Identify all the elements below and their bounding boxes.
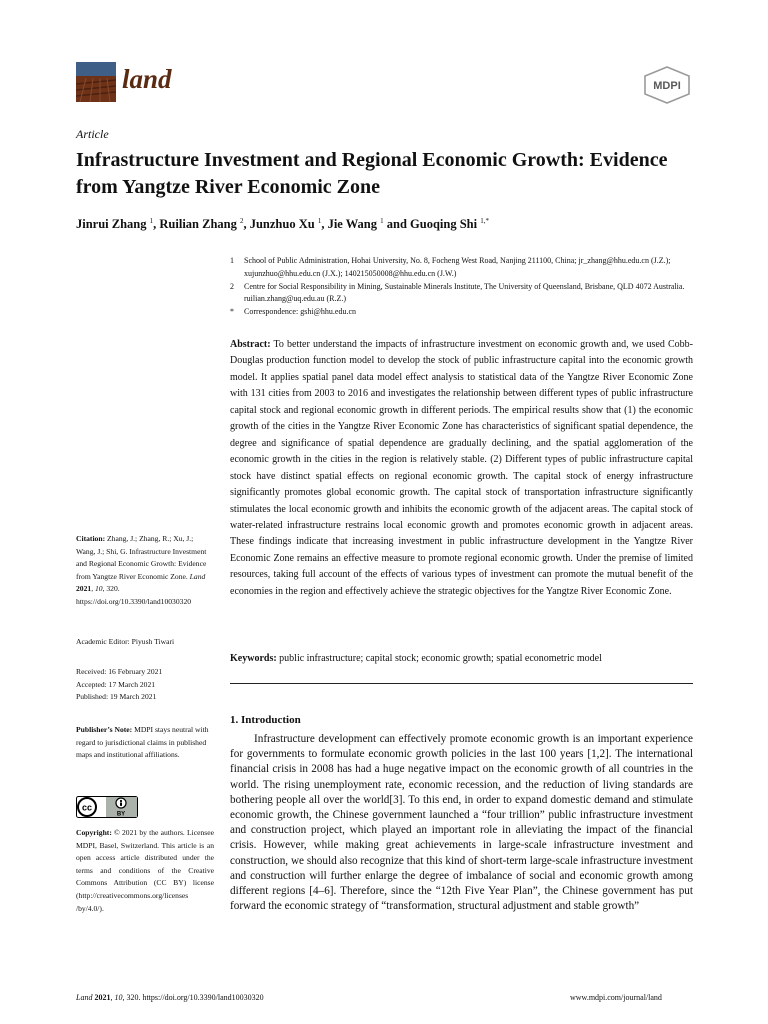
section-divider xyxy=(230,683,693,684)
keywords xyxy=(230,653,693,664)
license-badge-text: BY xyxy=(116,811,126,818)
mdpi-logo xyxy=(642,66,692,104)
affiliation-item xyxy=(230,306,698,319)
affiliation-mark: 2 xyxy=(230,281,234,291)
academic-editor: Academic Editor: Piyush Tiwari xyxy=(76,637,175,646)
cc-by-license-icon[interactable] xyxy=(76,796,138,818)
accepted-date: Accepted: 17 March 2021 xyxy=(76,679,156,689)
affiliation-mark: * xyxy=(230,307,234,317)
author-list xyxy=(76,217,696,232)
journal-name: land xyxy=(122,64,172,94)
dates-block xyxy=(76,666,214,704)
received-date: Received: 16 February 2021 xyxy=(76,667,163,676)
body-paragraph: Infrastructure development can effectively promote economic growth is an important experience for governments to formulate economic growth policies in the last 100 years [1,2]. The international financial crisis in 2008 has had a huge negative impact on the economic growth of all countries in the world. The rising unemployment rate, economic recession, and the reduction of living standards are bothering people all over the world[3]. To this end, in order to expand domestic demand and stimulate economic growth, the Chinese government launched a “four trillion” public infrastructure investment and construction project, which played an important role in alleviating the impact of the financial crisis. However, while making great achievements in large-scale infrastructure investment and construction, we should also recognize that this kind of short-term large-scale infrastructure investment and construction will further enlarge the degree of imbalance of social and economic growth among different regions [4–6]. Therefore, since the “12th Five Year Plan”, the Chinese government has put forward the economic strategy of “transformation, structural adjustment and stable growth” xyxy=(230,733,693,913)
author-affil-mark: 1 xyxy=(317,217,322,225)
affiliations xyxy=(230,255,698,319)
author-affil-mark: 1,* xyxy=(480,217,489,225)
abstract xyxy=(230,337,693,600)
citation-label: Citation: xyxy=(76,534,106,543)
author-name: Jie Wang xyxy=(327,217,378,232)
author-affil-mark: 1 xyxy=(380,217,384,225)
keywords-text: public infrastructure; capital stock; economic growth; spatial econometric model xyxy=(276,653,602,664)
keywords-label: Keywords: xyxy=(230,653,277,664)
author-affil-mark: 1 xyxy=(149,217,154,225)
section-heading: 1. Introduction xyxy=(230,714,301,726)
svg-text:cc: cc xyxy=(81,802,93,813)
affiliation-text: Correspondence: gshi@hhu.edu.cn xyxy=(244,307,357,317)
affiliation-item xyxy=(230,255,698,281)
introduction-body xyxy=(230,732,693,914)
author-separator: , xyxy=(243,217,250,232)
author-name: Jinrui Zhang xyxy=(76,217,147,232)
author-name: Guoqing Shi xyxy=(410,217,478,232)
footer-journal-link[interactable]: www.mdpi.com/journal/land xyxy=(570,993,662,1002)
author-separator: , xyxy=(153,217,160,232)
copyright-block: Copyright: © 2021 by the authors. Licensee MDPI, Basel, Switzerland. This article is an open access article distributed under the terms and conditions of the Creative Commons Attribution (CC BY) license (http://creativecommons.org/licenses /by/4.0/). xyxy=(76,828,214,913)
affiliation-item xyxy=(230,281,698,307)
published-date: Published: 19 March 2021 xyxy=(76,692,157,702)
mdpi-logo-text: MDPI xyxy=(653,80,681,92)
article-type: Article xyxy=(76,127,109,141)
author-name: Ruilian Zhang xyxy=(159,217,237,232)
author-name: Junzhuo Xu xyxy=(249,217,315,232)
journal-logo-image xyxy=(76,62,116,102)
affiliation-mark: 1 xyxy=(230,256,234,265)
article-title: Infrastructure Investment and Regional Economic Growth: Evidence from Yangtze River Economic Zone xyxy=(76,149,668,198)
abstract-label: Abstract: xyxy=(230,339,271,350)
footer-citation: Land 2021, 10, 320. https://doi.org/10.3390/land10030320 xyxy=(76,993,264,1002)
abstract-text: To better understand the impacts of infrastructure investment on economic growth and, we used Cobb-Douglas production function model to develop the stock of public infrastructure capital into the economic growth model. It applies spatial panel data model effect analysis to statistical data of the Yangtze River Economic Zone with 131 cities from 2003 to 2016 and investigates the relationship between different types of public infrastructure capital stock and regional economic growth in different periods. The empirical results show that (1) the economic growth of the cities in the Yangtze River Economic Zone has characteristics of significant spatial dependence, the degree and significance of spatial dependence are gradually declining, and the spatial agglomeration of the economic growth in the cities in the region is relatively stable. (2) Different types of public infrastructure capital stock have distinct spatial effects on regional economic growth. The capital stock of energy infrastructure significantly promotes global economic growth. The capital stock of transportation infrastructure significantly stimulates the local economic growth and inhibits the economic growth of the adjacent areas. The capital stock of water-related infrastructure restrains local economic growth and promotes economic growth in adjacent areas. These findings indicate that increasing investment in public infrastructure development in the Yangtze River Economic Zone remains an effective measure to promote regional economic growth. Under the premise of limited resources, taking full account of the effects of various types of investment can promote the mutual benefit of the economies in the region and effectively achieve the strategic objectives for the Yangtze River Economic Zone. xyxy=(230,339,693,597)
author-affil-mark: 2 xyxy=(239,217,244,225)
affiliation-text: School of Public Administration, Hohai University, No. 8, Focheng West Road, Nanjing 211100, China; jr_zhang@hhu.edu.cn (J.Z.); xujunzhuo@hhu.edu.cn (J.X.); 140215050008@hhu.edu.cn (J.W.) xyxy=(244,256,671,278)
citation-block: Citation: Zhang, J.; Zhang, R.; Xu, J.; Wang, J.; Shi, G. Infrastructure Investment and Regional Economic Growth: Evidence from Yangtze River Economic Zone. Land 2021, 10, 320. https://doi.org/10.3390/land10030320 xyxy=(76,534,207,606)
publisher-note-label: Publisher’s Note: xyxy=(76,725,133,734)
copyright-label: Copyright: xyxy=(76,828,112,837)
author-separator: and xyxy=(383,217,411,232)
affiliation-text: Centre for Social Responsibility in Mining, Sustainable Minerals Institute, The University of Queensland, Brisbane, QLD 4072 Australia. ruilian.zhang@uq.edu.au (R.Z.) xyxy=(244,281,685,304)
publisher-note: Publisher’s Note: MDPI stays neutral with regard to jurisdictional claims in published maps and institutional affiliations. xyxy=(76,725,209,760)
author-separator: , xyxy=(321,217,328,232)
